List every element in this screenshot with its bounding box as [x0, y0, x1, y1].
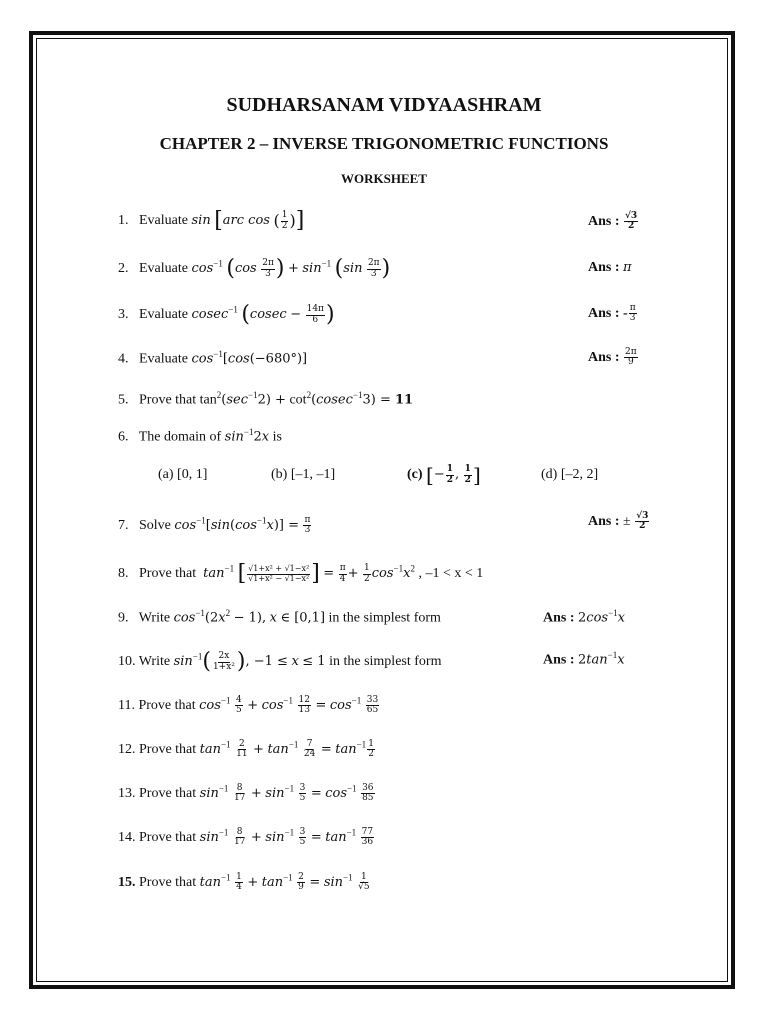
answer-3: Ans : - $\frac{\pi}{3}$ [588, 303, 636, 324]
question-4: 4. Evaluate $\cos^{-1}[\cos(-680^\circ)]$ [118, 349, 308, 367]
question-8: 8. Prove that $\tan^{-1}$ [ $\frac{\text{√1+x² + √1−x²}}{\text{√1+x² − √1−x²}}$ ] = $\frac{\pi}{4}$ + $\frac{1}{2}$ $\cos^{-1}x^2$ , –1 < x < 1 [118, 561, 484, 586]
question-2: 2. Evaluate $\cos^{-1} (\cos$ $\frac{2\pi}{3}$ ) + $\sin^{-1} (\sin$ $\frac{2\pi}{3}$ ) [118, 256, 391, 281]
answer-4: Ans : $\frac{2\pi}{9}$ [588, 347, 637, 368]
school-title: SUDHARSANAM VIDYAASHRAM [226, 94, 542, 116]
question-11: 11. Prove that $\cos^{-1}$ $\frac{4}{5}$ + $\cos^{-1}$ $\frac{12}{13}$ = $\cos^{-1}$ $\frac{33}{65}$ [118, 695, 379, 716]
question-5: 5. Prove that $\tan^2(\sec^{-1}2) + \cot^2(cosec^{-1}3) = 11$ [118, 390, 414, 408]
answer-7: Ans : ± $\frac{√3}{2}$ [588, 511, 649, 532]
question-13: 13. Prove that $\sin^{-1}$ $\frac{8}{17}$ + $\sin^{-1}$ $\frac{3}{5}$ = $\cos^{-1}$ $\frac{36}{85}$ [118, 783, 374, 804]
option-b: (b) [–1, –1] [271, 467, 336, 482]
answer-2: Ans : π [588, 260, 632, 275]
question-3: 3. Evaluate cosec$^{-1}$ (cosec − $\frac{14\pi}{6}$ ) [118, 302, 335, 327]
question-14: 14. Prove that $\sin^{-1}$ $\frac{8}{17}$ + $\sin^{-1}$ $\frac{3}{5}$ = $\tan^{-1}$ $\frac{77}{36}$ [118, 827, 374, 848]
question-7: 7. Solve $\cos^{-1}[\sin(\cos^{-1}x)]$ = $\frac{\pi}{3}$ [118, 515, 311, 536]
option-a: (a) [0, 1] [158, 467, 208, 482]
option-d: (d) [–2, 2] [541, 467, 599, 482]
chapter-title: CHAPTER 2 – INVERSE TRIGONOMETRIC FUNCTIONS [159, 134, 609, 153]
answer-10: Ans : $2\tan^{-1}x$ [543, 650, 625, 668]
question-10: 10. Write $\sin^{-1}$( $\frac{2x}{\text{1+x²}}$ ), −1 ≤ x ≤ 1 in the simplest form [118, 649, 442, 674]
question-9: 9. Write $\cos^{-1}(2x^2 - 1)$, x ∈ [0,1] in the simplest form [118, 608, 441, 626]
question-15: 15. Prove that $\tan^{-1}$ $\frac{1}{4}$ + $\tan^{-1}$ $\frac{2}{9}$ = $\sin^{-1}$ $\frac{1}{√5}$ [118, 872, 370, 893]
option-c: (c) [− $\frac{1}{2}$ , $\frac{1}{2}$ ] [407, 463, 481, 487]
question-1: 1. Evaluate sin [arc cos ( $\frac{1}{2}$ )] [118, 208, 305, 233]
answer-1: Ans : $\frac{√3}{2}$ [588, 211, 638, 232]
answer-9: Ans : $2\cos^{-1}x$ [543, 608, 625, 626]
question-12: 12. Prove that $\tan^{-1}$ $\frac{2}{11}$ + $\tan^{-1}$ $\frac{7}{24}$ = $\tan^{-1}$ $\frac{1}{2}$ [118, 739, 374, 760]
question-6: 6. The domain of $\sin^{-1}2x$ is [118, 427, 282, 445]
worksheet-label: WORKSHEET [341, 171, 427, 186]
